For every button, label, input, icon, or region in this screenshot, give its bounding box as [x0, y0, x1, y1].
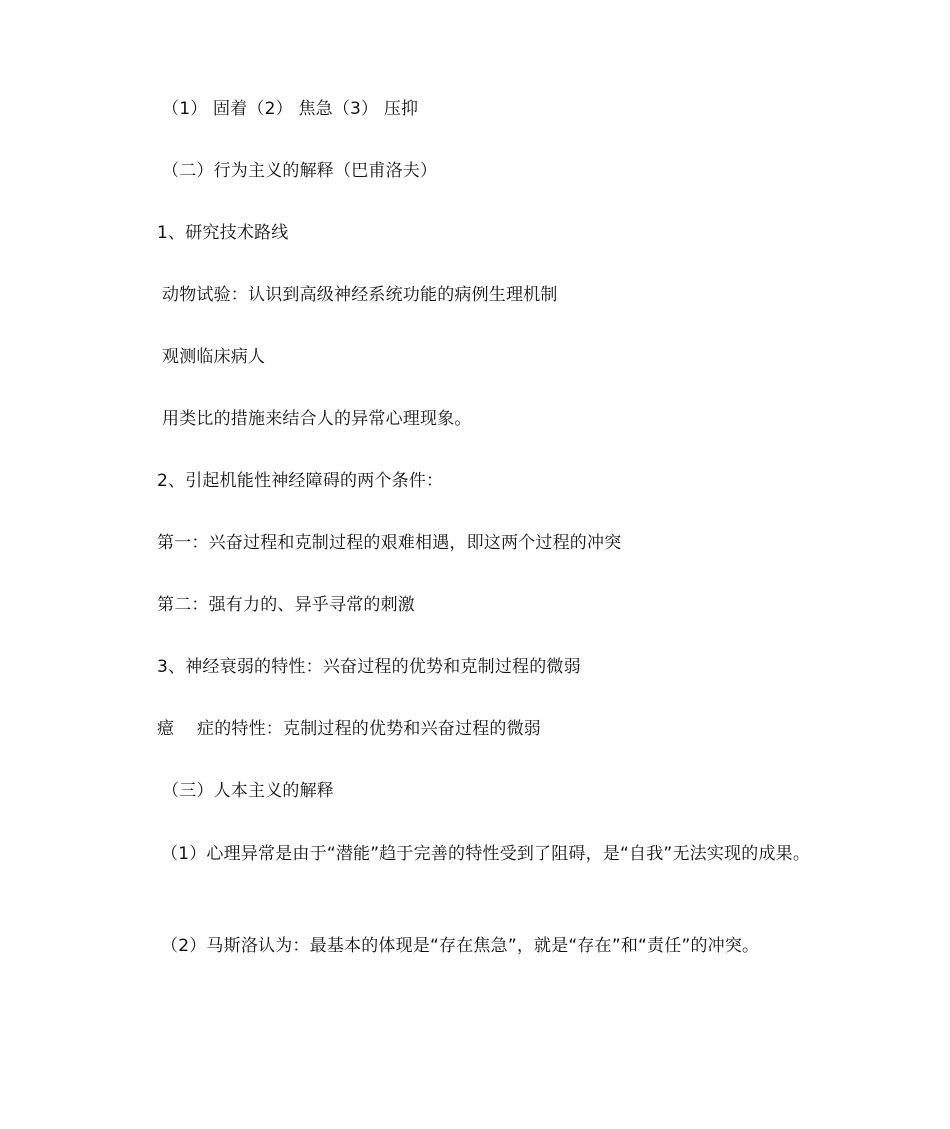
text-line-clinical-patients: 观测临床病人 [162, 347, 266, 367]
text-line-repression-list: （1） 固着（2） 焦急（3） 压抑 [162, 99, 419, 119]
paragraph-potential [120, 839, 822, 869]
item-heading-two-conditions: 2、引起机能性神经障碍的两个条件： [157, 471, 444, 491]
paragraph-potential-text: （1）心理异常是由于“潜能”趋于完善的特性受到了阻碍，是“自我”无法实现的成果。 [161, 844, 811, 864]
item-heading-neurasthenia: 3、神经衰弱的特性：兴奋过程的优势和克制过程的微弱 [157, 657, 581, 677]
text-line-condition-two: 第二：强有力的、异乎寻常的刺激 [157, 595, 415, 615]
text-line-hysteria: 癔 症的特性：克制过程的优势和兴奋过程的微弱 [157, 719, 542, 739]
text-line-analogy-method: 用类比的措施来结合人的异常心理现象。 [162, 409, 472, 429]
text-line-animal-experiment: 动物试验：认识到高级神经系统功能的病例生理机制 [162, 285, 558, 305]
section-heading-humanism: （三）人本主义的解释 [162, 781, 334, 801]
item-heading-research-route: 1、研究技术路线 [157, 223, 289, 243]
section-heading-behaviorism: （二）行为主义的解释（巴甫洛夫） [162, 161, 438, 181]
text-line-condition-one: 第一：兴奋过程和克制过程的艰难相遇，即这两个过程的冲突 [157, 533, 622, 553]
paragraph-maslow [120, 931, 822, 961]
paragraph-maslow-text: （2）马斯洛认为：最基本的体现是“存在焦急”，就是“存在”和“责任”的冲突。 [161, 936, 760, 956]
